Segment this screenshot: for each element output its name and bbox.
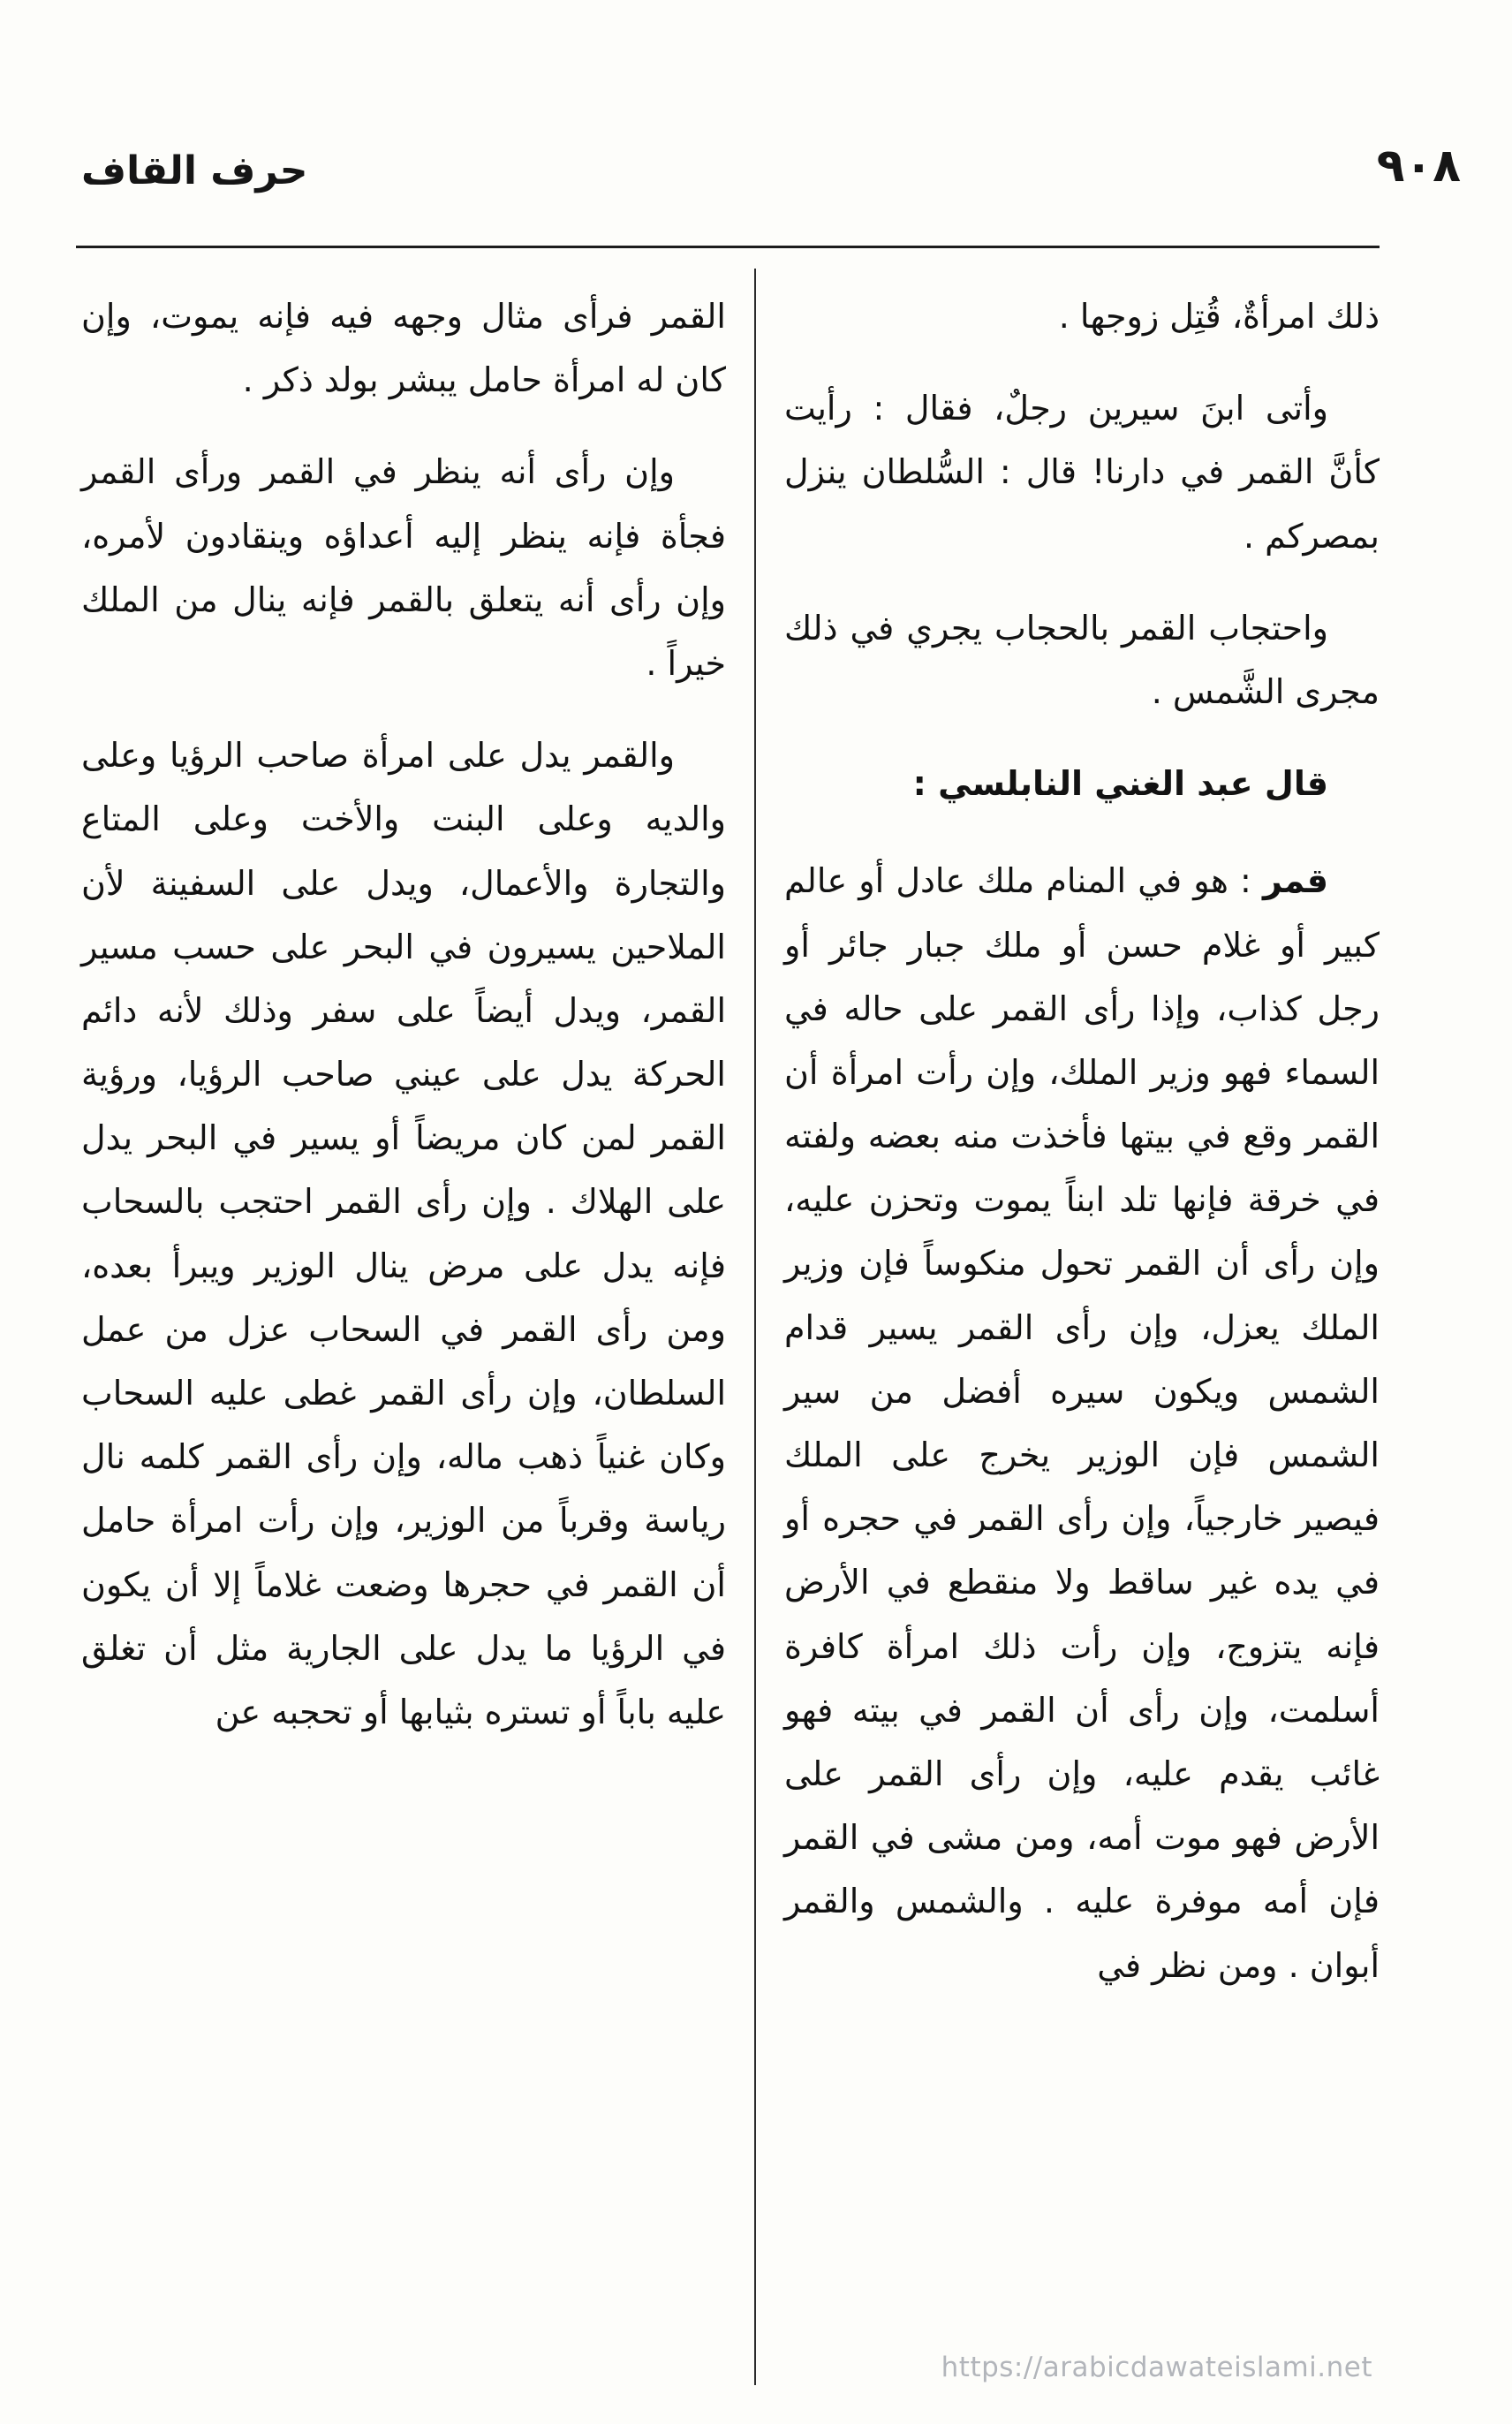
watermark-url: https://arabicdawateislami.net <box>941 2352 1372 2383</box>
paragraph: واحتجاب القمر بالحجاب يجري في ذلك مجرى الشَّمس . <box>784 608 1380 711</box>
section-heading: قال عبد الغني النابلسي : <box>912 764 1328 804</box>
paragraph: ذلك امرأةٌ، قُتِل زوجها . <box>1058 297 1380 336</box>
paragraph: القمر فرأى مثال وجهه فيه فإنه يموت، وإن كان له امرأة حامل يبشر بولد ذكر . <box>81 297 726 400</box>
header-rule <box>76 246 1380 248</box>
paragraph: والقمر يدل على امرأة صاحب الرؤيا وعلى والديه وعلى البنت والأخت وعلى المتاع والتجارة والأعمال، ويدل على السفينة لأن الملاحين يسيرون في البحر على حسب مسير القمر، ويدل أيضاً على سفر وذلك لأنه دائم الحركة يدل على عيني صاحب الرؤيا، ورؤية القمر لمن كان مريضاً أو يسير في البحر يدل على الهلاك . وإن رأى القمر احتجب بالسحاب فإنه يدل على مرض ينال الوزير ويبرأ بعده، ومن رأى القمر في السحاب عزل من عمل السلطان، وإن رأى القمر غطى عليه السحاب وكان غنياً ذهب ماله، وإن رأى القمر كلمه نال رياسة وقرباً من الوزير، وإن رأت امرأة حامل أن القمر في حجرها وضعت غلاماً إلا أن يكون في الرؤيا ما يدل على الجارية مثل أن تغلق عليه باباً أو تستره بثيابها أو تحجبه عن <box>81 736 726 1731</box>
page-number: ٩٠٨ <box>1376 140 1461 193</box>
entry-body: : هو في المنام ملك عادل أو عالم كبير أو غلام حسن أو ملك جبار جائر أو رجل كذاب، وإذا رأى القمر على حاله في السماء فهو وزير الملك، وإن رأت امرأة أن القمر وقع في بيتها فأخذت منه بعضه ولفته في خرقة فإنها تلد ابناً يموت وتحزن عليه، وإن رأى أن القمر تحول منكوساً فإن وزير الملك يعزل، وإن رأى القمر يسير قدام الشمس ويكون سيره أفضل من سير الشمس فإن الوزير يخرج على الملك فيصير خارجياً، وإن رأى القمر في حجره أو في يده غير ساقط ولا منقطع في الأرض فإنه يتزوج، وإن رأت ذلك امرأة كافرة أسلمت، وإن رأى أن القمر في بيته فهو غائب يقدم عليه، وإن رأى القمر على الأرض فهو موت أمه، ومن مشى في القمر فإن أمه موفرة عليه . والشمس والقمر أبوان . ومن نظر في <box>784 861 1380 1985</box>
chapter-title: حرف القاف <box>81 148 308 193</box>
left-column <box>81 284 726 1772</box>
right-column <box>784 284 1380 2026</box>
paragraph: وأتى ابنَ سيرين رجلٌ، فقال : رأيت كأنَّ القمر في دارنا! قال : السُّلطان ينزل بمصركم . <box>784 389 1380 556</box>
entry-paragraph <box>784 849 1380 1996</box>
paragraph: وإن رأى أنه ينظر في القمر ورأى القمر فجأة فإنه ينظر إليه أعداؤه وينقادون لأمره، وإن رأى أنه يتعلق بالقمر فإنه ينال من الملك خيراً . <box>81 452 726 683</box>
column-divider <box>754 269 756 2385</box>
entry-term: قمر <box>1263 861 1328 901</box>
